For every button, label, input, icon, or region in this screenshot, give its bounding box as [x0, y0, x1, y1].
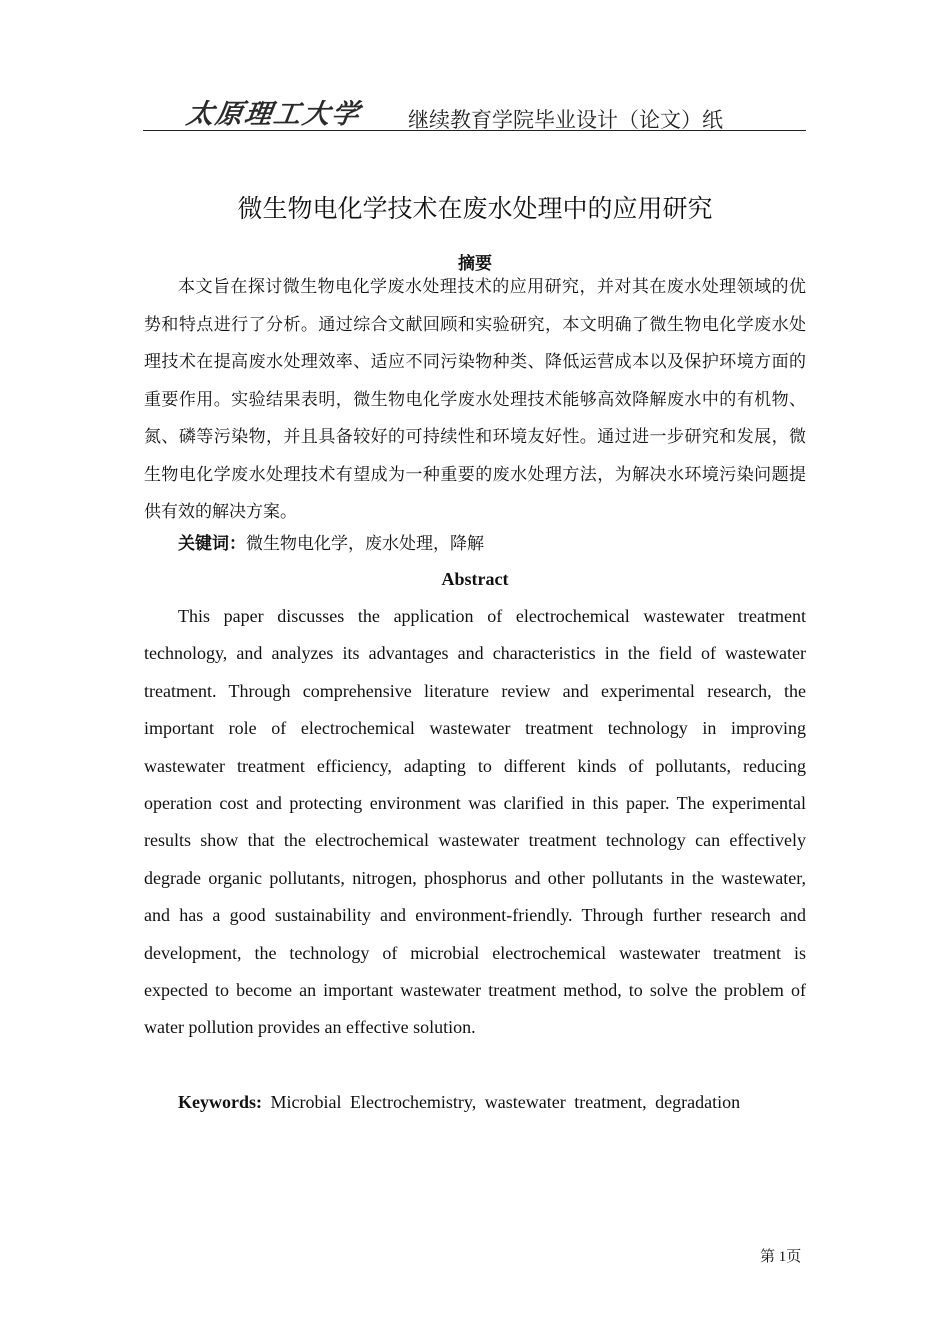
abstract-heading-cn: 摘要	[458, 254, 492, 274]
thesis-title: 微生物电化学技术在废水处理中的应用研究	[237, 194, 713, 223]
university-logo: 太原理工大学	[184, 99, 363, 130]
keywords-value-cn: 微生物电化学，废水处理，降解	[246, 534, 484, 554]
keywords-label-en: Keywords:	[178, 1092, 262, 1112]
keywords-value-en: Microbial Electrochemistry, wastewater treatment, degradation	[270, 1092, 741, 1112]
abstract-heading-en: Abstract	[441, 569, 509, 589]
header-subtitle: 继续教育学院毕业设计（论文）纸	[408, 108, 723, 132]
keywords-label-cn: 关键词：	[178, 534, 246, 554]
keywords-cn	[178, 529, 484, 559]
abstract-body-en: This paper discusses the application of electrochemical wastewater treatment technology, and analyzes its advantages and characteristics in the field of wastewater treatment. Through comprehensive literature review and experimental research, the important role of electrochemical wastewater treatment technology in improving wastewater treatment efficiency, adapting to different kinds of pollutants, reducing operation cost and protecting environment was clarified in this paper. The experimental results show that the electrochemical wastewater treatment technology can effectively degrade organic pollutants, nitrogen, phosphorus and other pollutants in the wastewater, and has a good sustainability and environment-friendly. Through further research and development, the technology of microbial electrochemical wastewater treatment is expected to become an important wastewater treatment method, to solve the problem of water pollution provides an effective solution.	[144, 606, 806, 1038]
abstract-body-cn: 本文旨在探讨微生物电化学废水处理技术的应用研究，并对其在废水处理领域的优势和特点进行了分析。通过综合文献回顾和实验研究，本文明确了微生物电化学废水处理技术在提高废水处理效率、适应不同污染物种类、降低运营成本以及保护环境方面的重要作用。实验结果表明，微生物电化学废水处理技术能够高效降解废水中的有机物、氮、磷等污染物，并且具备较好的可持续性和环境友好性。通过进一步研究和发展，微生物电化学废水处理技术有望成为一种重要的废水处理方法，为解决水环境污染问题提供有效的解决方案。	[144, 277, 806, 522]
page-number: 第 1页	[760, 1249, 802, 1265]
keywords-en	[178, 1087, 740, 1117]
page-header	[143, 92, 806, 131]
